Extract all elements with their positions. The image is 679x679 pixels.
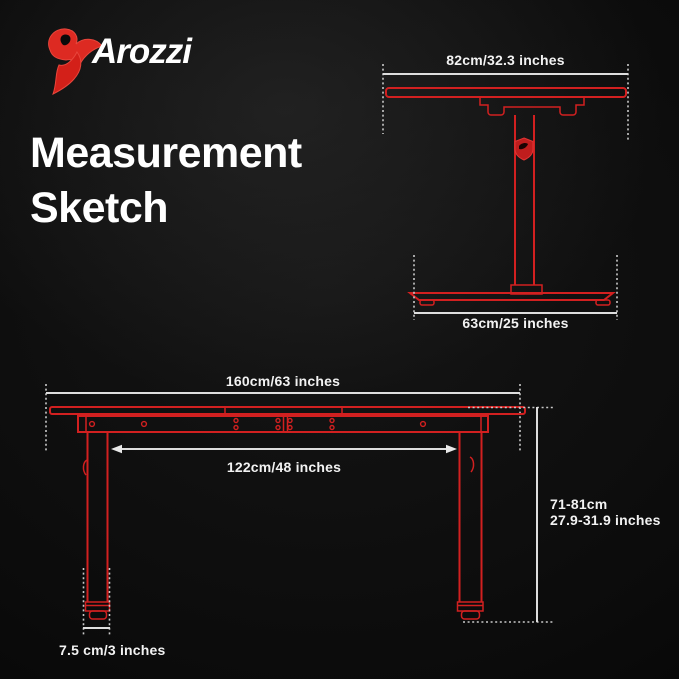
arozzi-shield-icon	[515, 138, 533, 160]
page-title-line2: Sketch	[30, 184, 169, 232]
right-foot-pad	[462, 611, 480, 619]
side-foot-pad	[596, 300, 610, 305]
desk-side-view-drawing	[383, 64, 628, 320]
front-tabletop	[50, 407, 525, 414]
dim-label-height-cm: 71-81cm	[550, 496, 608, 512]
dim-label-top-width: 82cm/32.3 inches	[446, 52, 565, 68]
left-foot	[86, 602, 110, 611]
dim-label-leg-foot-width: 7.5 cm/3 inches	[59, 642, 166, 658]
right-foot	[458, 602, 484, 611]
page-title-line1: Measurement	[30, 129, 302, 177]
brand-name: Arozzi	[92, 32, 191, 71]
dim-label-total-width: 160cm/63 inches	[225, 373, 341, 389]
dim-label-height-in: 27.9-31.9 inches	[550, 512, 661, 528]
left-leg-lever	[83, 460, 87, 475]
beam-screw-holes	[90, 419, 426, 430]
dim-label-inner-width: 122cm/48 inches	[226, 459, 342, 475]
side-bracket	[480, 97, 584, 115]
right-leg-lever	[470, 457, 474, 472]
side-tabletop	[386, 88, 626, 97]
dim-label-foot-depth: 63cm/25 inches	[462, 315, 569, 331]
side-foot-pad	[420, 300, 434, 305]
left-foot-pad	[90, 611, 107, 619]
dim-label-height-range	[550, 496, 661, 528]
arrowhead-right	[446, 445, 457, 453]
desk-front-view-drawing	[46, 384, 553, 636]
arrowhead-left	[111, 445, 122, 453]
